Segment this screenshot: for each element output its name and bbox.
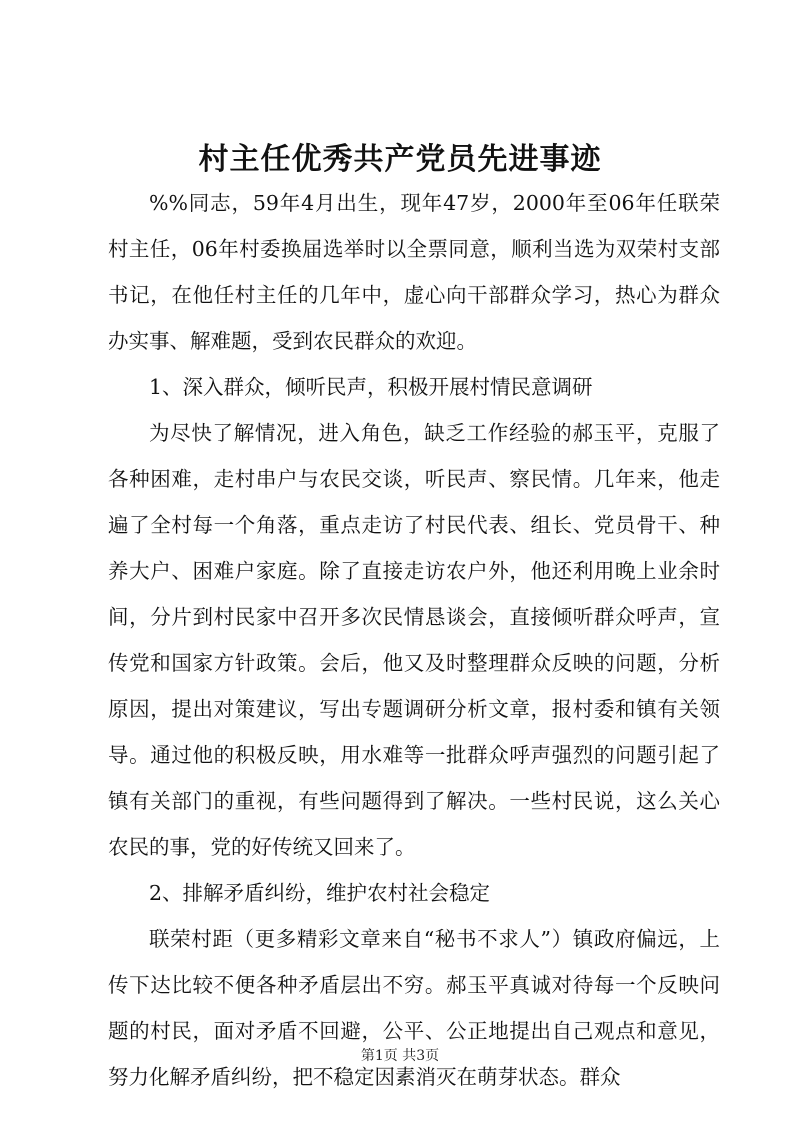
section-heading-2: 2、排解矛盾纠纷，维护农村社会稳定 [149,881,491,905]
section-heading-1: 1、深入群众，倾听民声，积极开展村情民意调研 [149,375,593,399]
document-title: 村主任优秀共产党员先进事迹 [198,142,602,177]
paragraph-intro: %%同志，59年4月出生，现年47岁，2000年至06年任联荣村主任，06年村委换届选举时以全票同意，顺利当选为双荣村支部书记，在他任村主任的几年中，虚心向干部群众学习，热心为群众办实事、解难题，受到农民群众的欢迎。 [108,191,720,353]
paragraph-section-2: 联荣村距（更多精彩文章来自“秘书不求人”）镇政府偏远，上传下达比较不便各种矛盾层出不穷。郝玉平真诚对待每一个反映问题的村民，面对矛盾不回避，公平、公正地提出自己观点和意见，努力化解矛盾纠纷，把不稳定因素消灭在萌芽状态。群众 [108,927,720,1089]
page-footer: 第1页 共3页 [360,1048,440,1064]
paragraph-section-1: 为尽快了解情况，进入角色，缺乏工作经验的郝玉平，克服了各种困难，走村串户与农民交谈，听民声、察民情。几年来，他走遍了全村每一个角落，重点走访了村民代表、组长、党员骨干、种养大户、困难户家庭。除了直接走访农户外，他还利用晚上业余时间，分片到村民家中召开多次民情恳谈会，直接倾听群众呼声，宣传党和国家方针政策。会后，他又及时整理群众反映的问题，分析原因，提出对策建议，写出专题调研分析文章，报村委和镇有关领导。通过他的积极反映，用水难等一批群众呼声强烈的问题引起了镇有关部门的重视，有些问题得到了解决。一些村民说，这么关心农民的事，党的好传统又回来了。 [108,421,720,859]
document-body [108,180,720,1100]
